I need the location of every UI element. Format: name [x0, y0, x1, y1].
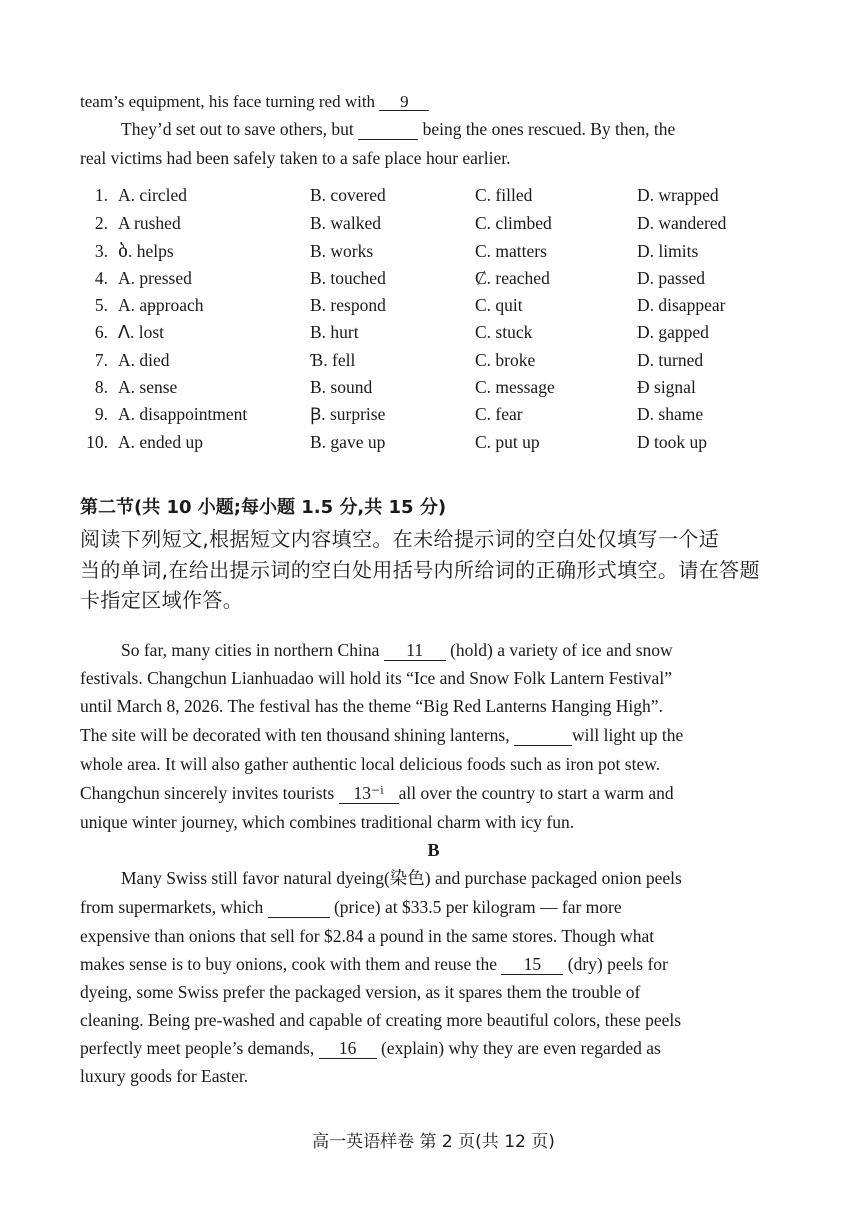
- answer-blank-11[interactable]: 11: [384, 642, 446, 661]
- question-number: 10.: [86, 432, 108, 452]
- option-c[interactable]: C. put up: [475, 432, 540, 452]
- question-number: 8.: [94, 377, 108, 397]
- question-number: 1.: [94, 185, 108, 205]
- option-b[interactable]: Ɓ. fell: [310, 350, 356, 370]
- option-a[interactable]: A. pressed: [118, 268, 192, 288]
- answer-blank-16[interactable]: 16: [319, 1040, 377, 1059]
- option-a[interactable]: A. sense: [118, 377, 178, 397]
- answer-blank-15[interactable]: 15: [501, 956, 563, 975]
- passage-line: festivals. Changchun Lianhuadao will hold its “Ice and Snow Folk Lantern Festival”: [80, 668, 672, 688]
- answer-blank-12[interactable]: [514, 727, 572, 746]
- passage-line: The site will be decorated with ten thousand shining lanterns, will light up the: [80, 725, 684, 745]
- question-number: 7.: [94, 350, 108, 370]
- option-a[interactable]: ბ. helps: [118, 241, 174, 261]
- option-d[interactable]: D. turned: [637, 350, 704, 370]
- option-d[interactable]: D. disappear: [637, 295, 726, 315]
- option-b[interactable]: B. sound: [310, 377, 373, 397]
- passage-line: Changchun sincerely invites tourists 13⁻ⁱ all over the country to start a warm and: [80, 783, 674, 803]
- passage-line: makes sense is to buy onions, cook with them and reuse the 15 (dry) peels for: [80, 954, 668, 974]
- passage-line: unique winter journey, which combines traditional charm with icy fun.: [80, 812, 575, 832]
- option-b[interactable]: B. touched: [310, 268, 386, 288]
- option-c[interactable]: C. fear: [475, 404, 523, 424]
- answer-blank-9[interactable]: 9: [379, 93, 429, 111]
- option-c[interactable]: C. message: [475, 377, 555, 397]
- option-d[interactable]: D. wandered: [637, 213, 727, 233]
- instruction-line: 卡指定区域作答。: [80, 588, 244, 612]
- option-b[interactable]: B. works: [310, 241, 374, 261]
- question-number: 5.: [94, 295, 108, 315]
- option-c[interactable]: C. broke: [475, 350, 536, 370]
- option-d[interactable]: D. wrapped: [637, 185, 719, 205]
- passage-line: luxury goods for Easter.: [80, 1066, 249, 1086]
- question-number: 9.: [94, 404, 108, 424]
- option-d[interactable]: Ɖ signal: [637, 377, 696, 397]
- option-b[interactable]: B. gave up: [310, 432, 386, 452]
- option-c[interactable]: C. matters: [475, 241, 547, 261]
- passage-line: cleaning. Being pre-washed and capable of creating more beautiful colors, these peels: [80, 1010, 682, 1030]
- passage-line: whole area. It will also gather authentic local delicious foods such as iron pot stew.: [80, 754, 661, 774]
- question-number: 3.: [94, 241, 108, 261]
- option-a[interactable]: ᐱ. lost: [118, 322, 165, 342]
- passage-line: real victims had been safely taken to a safe place hour earlier.: [80, 148, 511, 168]
- answer-blank-14[interactable]: [268, 899, 330, 918]
- option-c[interactable]: C. filled: [475, 185, 533, 205]
- option-a[interactable]: A rushed: [118, 213, 181, 233]
- passage-line: dyeing, some Swiss prefer the packaged version, as it spares them the trouble of: [80, 982, 641, 1002]
- question-number: 6.: [94, 322, 108, 342]
- option-b[interactable]: B. covered: [310, 185, 386, 205]
- option-c[interactable]: C. stuck: [475, 322, 533, 342]
- option-b[interactable]: B. respond: [310, 295, 386, 315]
- passage-line: So far, many cities in northern China 11 (hold) a variety of ice and snow: [121, 640, 673, 660]
- option-a[interactable]: A. ended up: [118, 432, 204, 452]
- option-c[interactable]: Ȼ. reached: [475, 268, 550, 288]
- answer-blank-13[interactable]: 13⁻ⁱ: [339, 785, 399, 804]
- option-d[interactable]: D. passed: [637, 268, 706, 288]
- option-a[interactable]: A. circled: [118, 185, 187, 205]
- section-title: 第二节(共 10 小题;每小题 1.5 分,共 15 分): [80, 497, 447, 518]
- passage-line: perfectly meet people’s demands, 16 (explain) why they are even regarded as: [80, 1038, 661, 1058]
- passage-heading: B: [427, 840, 440, 860]
- passage-line: team’s equipment, his face turning red with 9: [80, 93, 429, 111]
- option-a[interactable]: A. died: [118, 350, 170, 370]
- passage-line: They’d set out to save others, but being the ones rescued. By then, the: [121, 119, 676, 139]
- option-d[interactable]: D. gapped: [637, 322, 709, 342]
- option-a[interactable]: A. aᵽproach: [118, 295, 204, 315]
- option-a[interactable]: A. disappointment: [118, 404, 248, 424]
- instruction-line: 阅读下列短文,根据短文内容填空。在未给提示词的空白处仅填写一个适: [80, 527, 720, 551]
- option-d[interactable]: D. shame: [637, 404, 704, 424]
- answer-blank[interactable]: [358, 121, 418, 140]
- option-c[interactable]: C. quit: [475, 295, 523, 315]
- page-footer: 高一英语样卷 第 2 页(共 12 页): [312, 1132, 555, 1152]
- option-d[interactable]: D took up: [637, 432, 707, 452]
- question-number: 2.: [94, 213, 108, 233]
- option-b[interactable]: B. hurt: [310, 322, 359, 342]
- passage-line: from supermarkets, which (price) at $33.5 per kilogram — far more: [80, 897, 622, 917]
- question-number: 4.: [94, 268, 108, 288]
- option-b[interactable]: Ꞵ. surprise: [310, 404, 386, 424]
- passage-line: until March 8, 2026. The festival has the theme “Big Red Lanterns Hanging High”.: [80, 696, 663, 716]
- instruction-line: 当的单词,在给出提示词的空白处用括号内所给词的正确形式填空。请在答题: [80, 558, 760, 582]
- option-d[interactable]: D. limits: [637, 241, 699, 261]
- option-b[interactable]: B. walked: [310, 213, 381, 233]
- option-c[interactable]: C. climbed: [475, 213, 552, 233]
- passage-line: expensive than onions that sell for $2.84 a pound in the same stores. Though what: [80, 926, 655, 946]
- passage-line: Many Swiss still favor natural dyeing(染色) and purchase packaged onion peels: [121, 868, 682, 888]
